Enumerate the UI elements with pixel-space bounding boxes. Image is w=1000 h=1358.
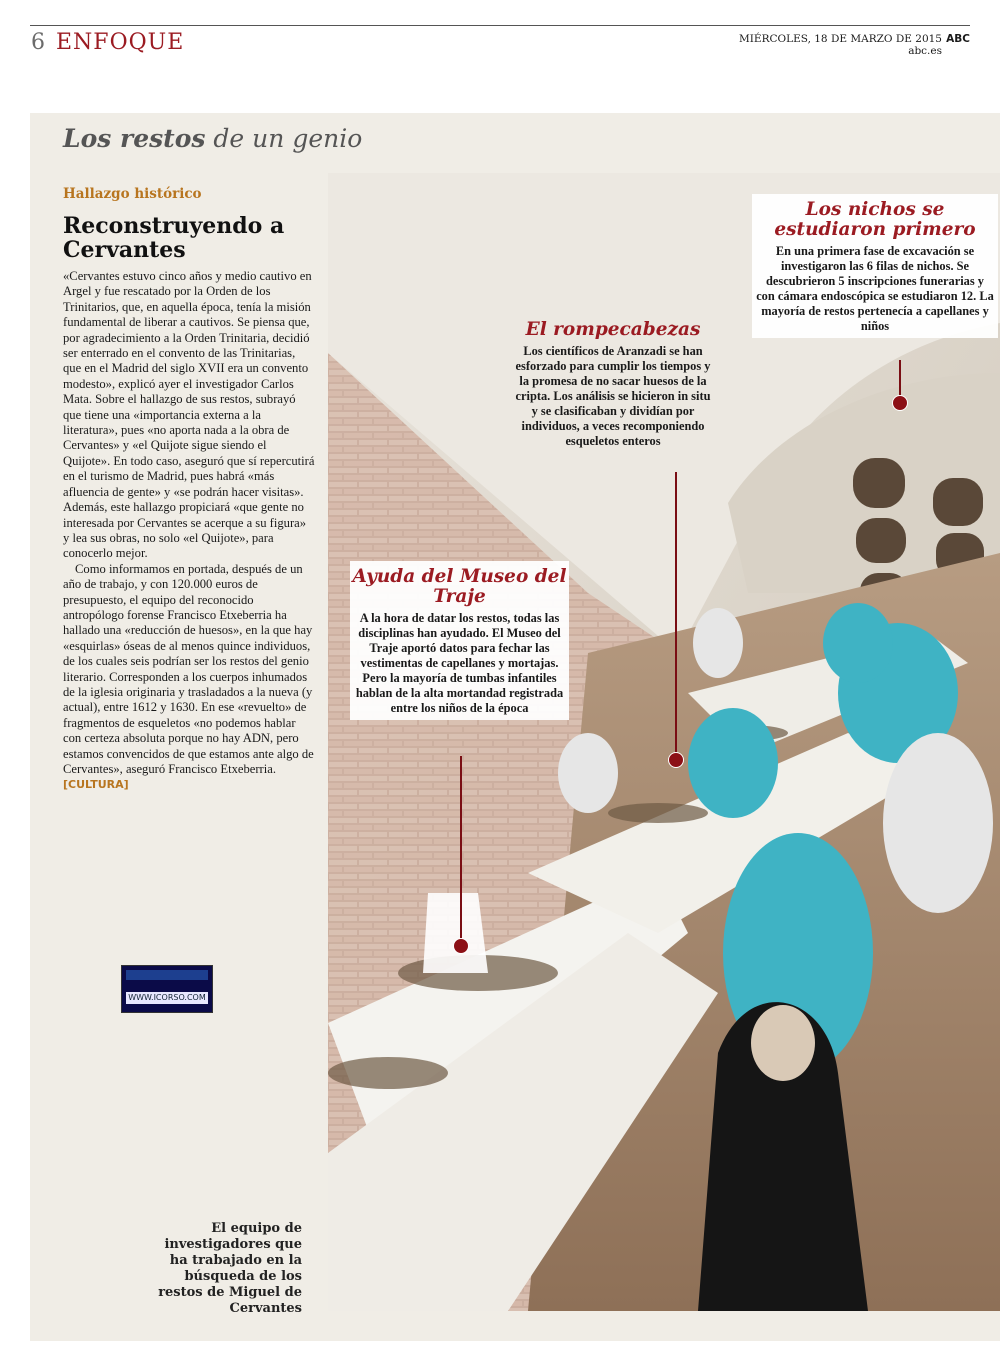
feature-title-bold: Los restos (63, 124, 206, 153)
callout-marker (453, 938, 469, 954)
section-tag: [CULTURA] (63, 778, 129, 792)
callout-nichos (752, 194, 998, 338)
callout-title: El rompecabezas (525, 319, 701, 340)
article-paragraph: «Cervantes estuvo cinco años y medio cautivo en Argel y fue rescatado por la Orden de los Trinitarios, que, en aquella época, tenía la misión fundamental de liberar a cautivos. Se piensa que, por agradecimiento a la Orden Trinitaria, decidió ser enterrado en el convento de las Trinitarias, que en el Madrid del siglo XVII era un convento modesto», explicó ayer el investigador Carlos Mata. Sobre el hallazgo de sus restos, subrayó que tiene una «importancia externa a la literatura», pues «no aporta nada a la obra de Cervantes» y «el Quijote sigue siendo el Quijote». En todo caso, aseguró que sí repercutirá en el turismo de Madrid, pues habrá «más afluencia de gente» y «se podrán hacer visitas». Además, este hallazgo propiciará «que gente no interesada por Cervantes se acerque a su figura» y lea sus obras, no solo «el Quijote», para conocerlo mejor. (63, 269, 315, 561)
feature-title-rest: de un genio (205, 124, 363, 153)
callout-title: Ayuda del Museo del Traje (352, 566, 567, 607)
site-text: abc.es (908, 45, 942, 57)
article-paragraph-text: Como informamos en portada, después de un año de trabajo, y con 120.000 euros de presupuesto, el equipo del reconocido antropólogo forense Francisco Etxeberria ha hallado una «reducción de huesos», en la que hay «esquirlas» óseas de al menos quince individuos, de los cuales seis podrían ser los restos del genio literario. Corresponden a los cuerpos inhumados de la iglesia originaria y trasladados a la nueva (y actual), entre 1612 y 1630. En ese «revuelto» de fragmentos de esqueletos «no podemos hablar con certeza absoluta porque no hay ADN, pero estamos convencidos de que estamos ante algo de Cervantes», aseguró Francisco Etxeberria. (63, 561, 314, 776)
callout-museo (350, 561, 569, 720)
callout-text: A la hora de datar los restos, todas las disciplinas han ayudado. El Museo del Traje aportó datos para fechar las vestimentas de capellanes y mortajas. Pero la mayoría de tumbas infantiles hablan de la alta mortandad registrada entre los niños de la época (355, 611, 564, 715)
header-rule (30, 25, 970, 26)
callout-text: Los científicos de Aranzadi se han esforzado para cumplir los tiempos y la promesa de no sacar huesos de la cripta. Los análisis se hicieron in situ y se clasificaban y dividían por individuos, a veces recomponiendo esqueletos enteros (515, 344, 711, 448)
callout-rompecabezas (512, 316, 714, 453)
feature-title (63, 124, 362, 153)
article-headline: Reconstruyendo a Cervantes (63, 213, 285, 263)
section-name: ENFOQUE (56, 30, 185, 55)
article-body (63, 269, 315, 793)
article-paragraph (63, 562, 315, 793)
header-date (739, 33, 942, 57)
callout-pointer (460, 756, 462, 941)
article-kicker: Hallazgo histórico (63, 186, 202, 202)
date-text: MIÉRCOLES, 18 DE MARZO DE 2015 (739, 33, 942, 45)
advertisement[interactable] (121, 965, 213, 1013)
page-number: 6 (31, 30, 45, 55)
photo-caption: El equipo de investigadores que ha trabajado en la búsqueda de los restos de Miguel de Cervantes (158, 1221, 302, 1316)
callout-marker (668, 752, 684, 768)
callout-pointer (899, 360, 901, 400)
brand-logo: ABC (946, 33, 970, 45)
callout-marker (892, 395, 908, 411)
callout-text: En una primera fase de excavación se investigaron las 6 filas de nichos. Se descubrieron 5 inscripciones funerarias y con cámara endoscópica se estudiaron 12. La mayoría de restos pertenecía a capellanes y niños (756, 244, 994, 333)
callout-pointer (675, 472, 677, 755)
ad-url: WWW.ICORSO.COM (126, 992, 208, 1004)
callout-title: Los nichos se estudiaron primero (774, 199, 976, 240)
ad-banner-bar (126, 970, 208, 980)
